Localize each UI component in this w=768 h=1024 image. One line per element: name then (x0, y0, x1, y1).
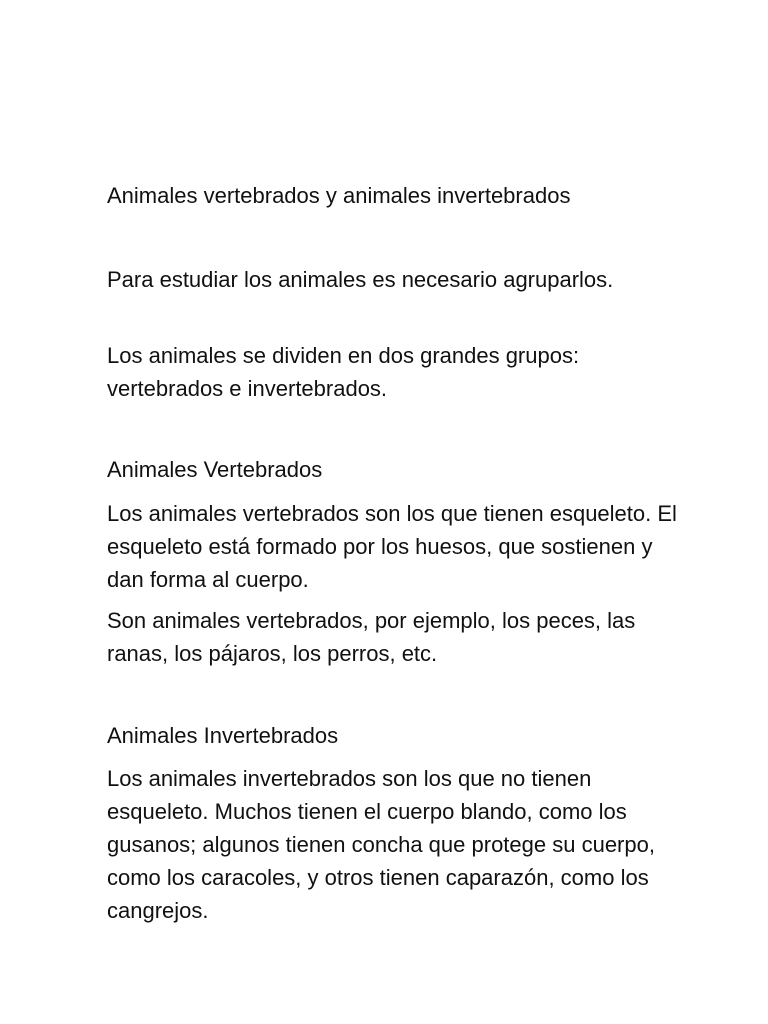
invertebrados-heading: Animales Invertebrados (107, 723, 339, 748)
document-title: Animales vertebrados y animales invertebrados (107, 183, 571, 208)
vertebrados-heading: Animales Vertebrados (107, 457, 323, 482)
vertebrados-paragraph-2: Son animales vertebrados, por ejemplo, los peces, las ranas, los pájaros, los perros, etc. (107, 608, 636, 666)
intro-paragraph-1: Para estudiar los animales es necesario agruparlos. (107, 267, 614, 292)
intro-paragraph-2: Los animales se dividen en dos grandes grupos: vertebrados e invertebrados. (107, 343, 580, 401)
invertebrados-paragraph-1: Los animales invertebrados son los que no tienen esqueleto. Muchos tienen el cuerpo blando, como los gusanos; algunos tienen concha que protege su cuerpo, como los caracoles, y otros tienen caparazón, como los cangrejos. (107, 766, 655, 923)
vertebrados-paragraph-1: Los animales vertebrados son los que tienen esqueleto. El esqueleto está formado por los huesos, que sostienen y dan forma al cuerpo. (107, 501, 677, 592)
